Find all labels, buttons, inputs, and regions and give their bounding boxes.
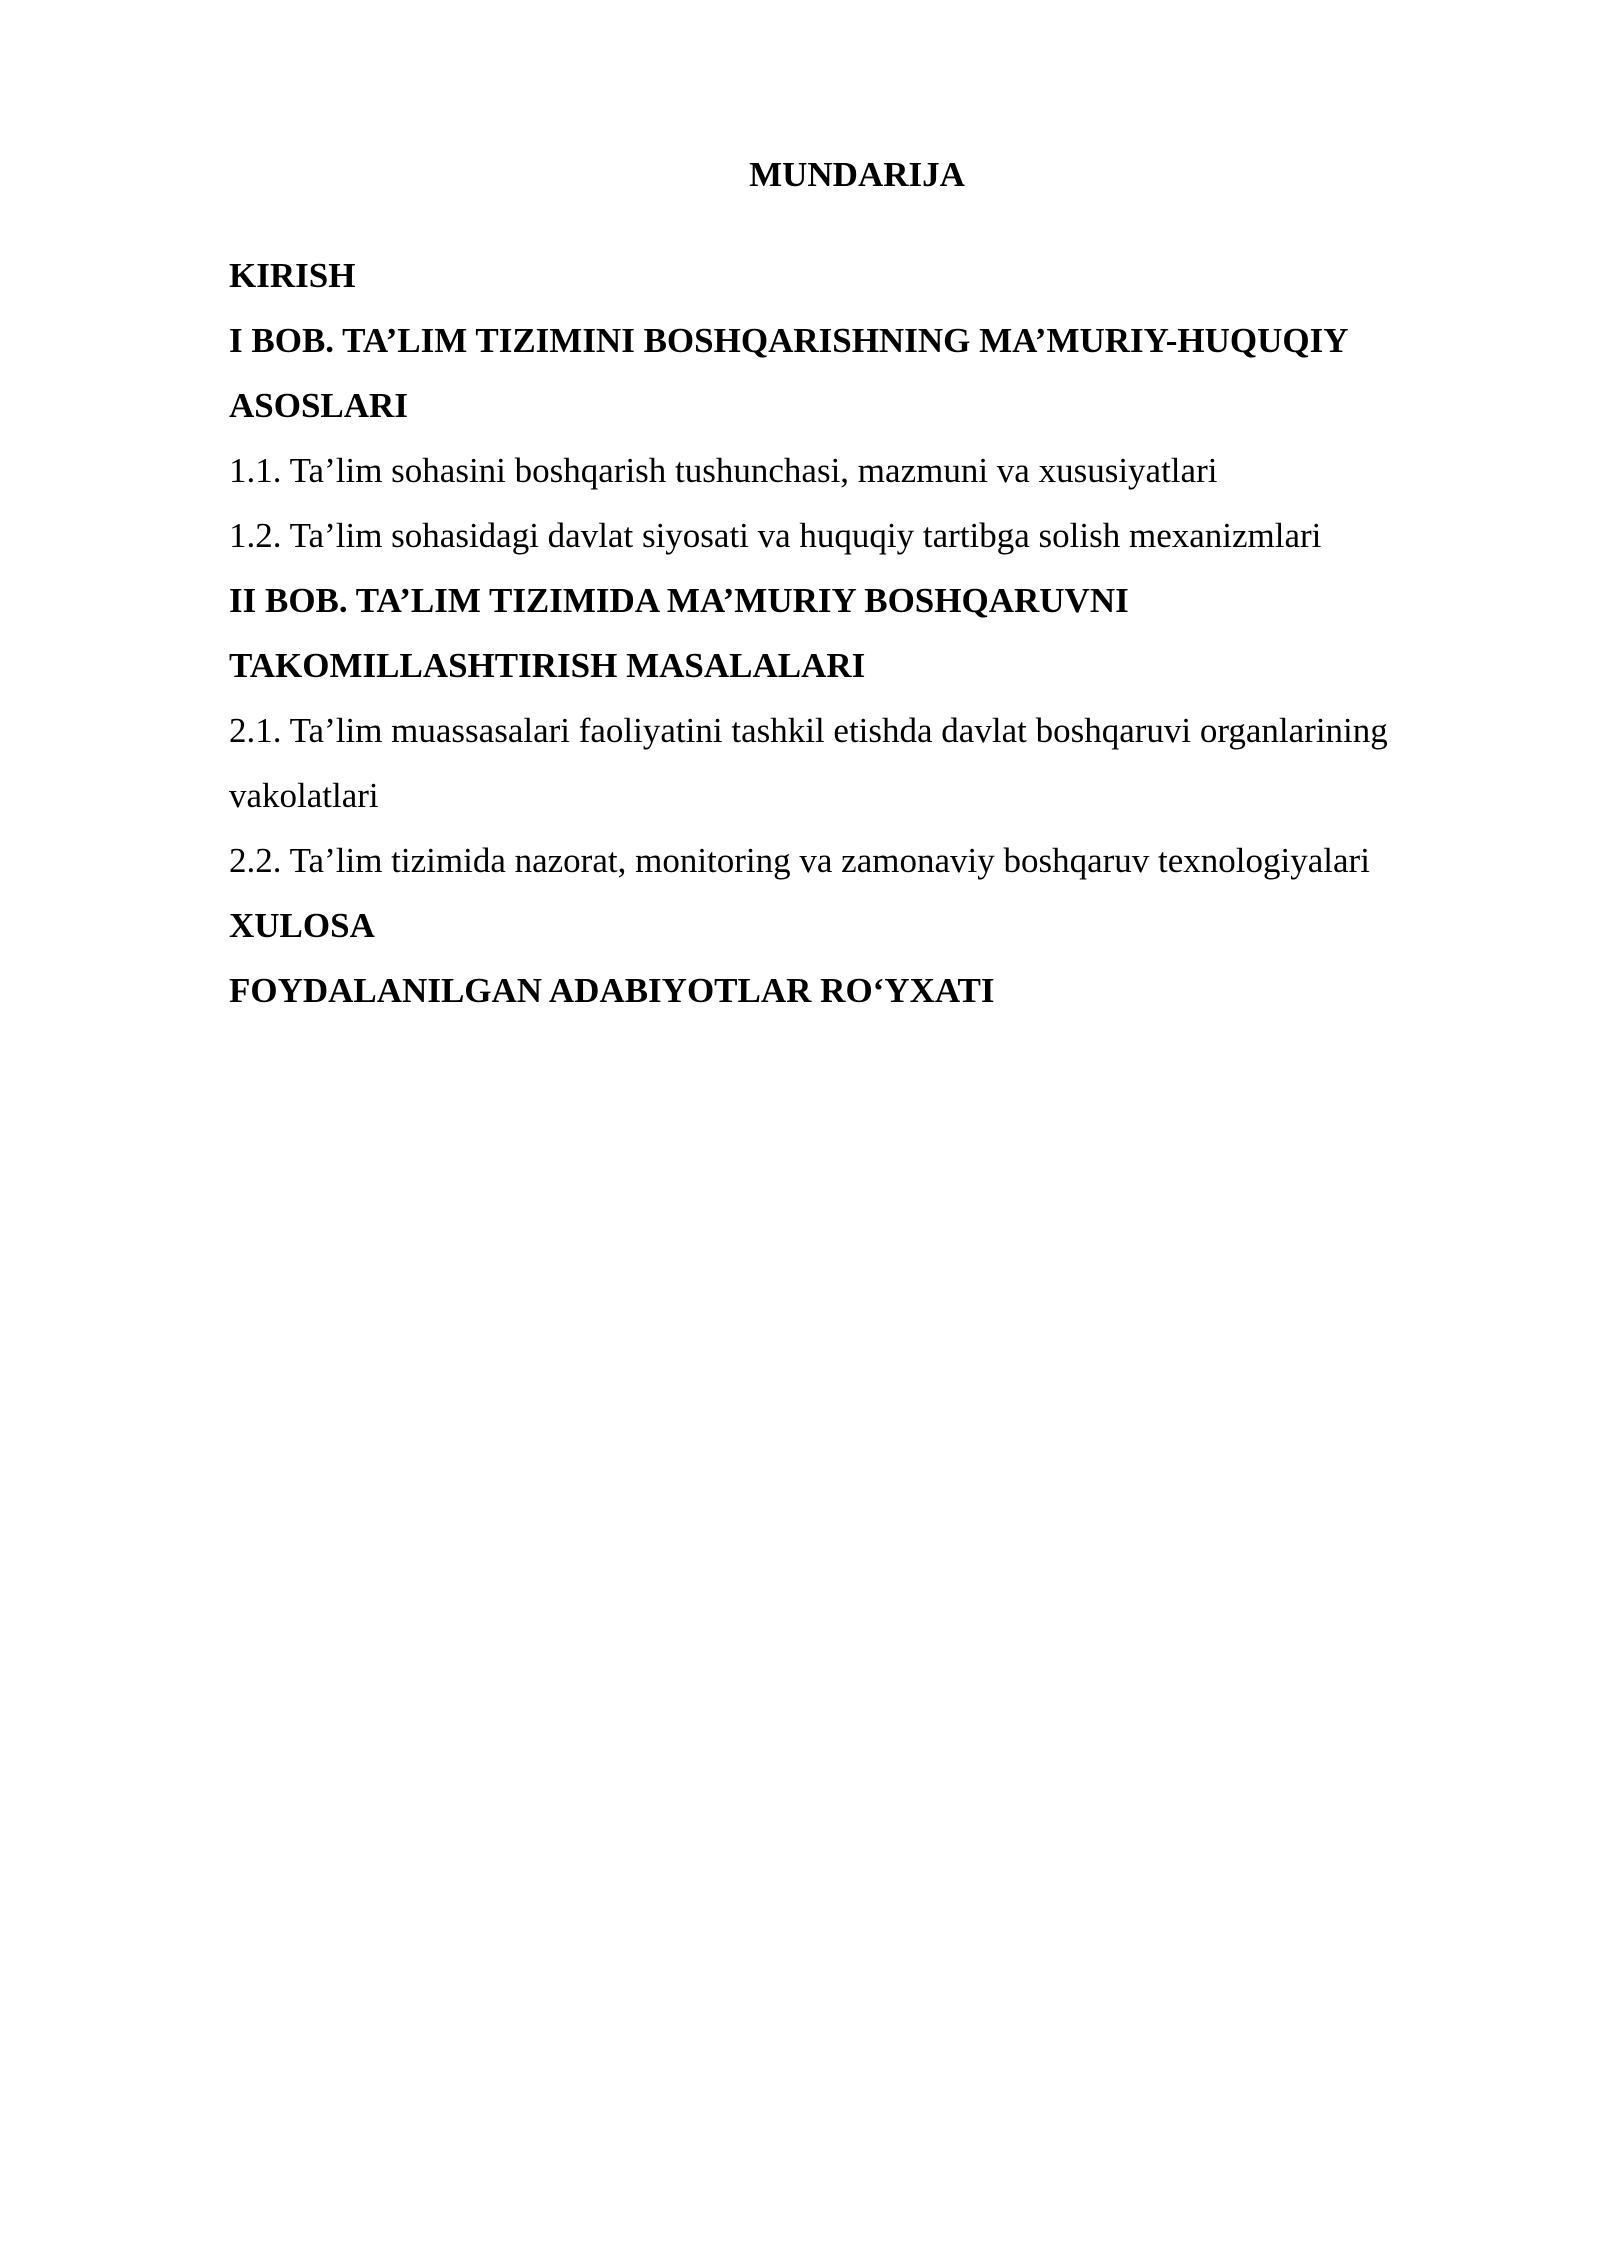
toc-entry-kirish: KIRISH xyxy=(229,256,356,295)
page-title: MUNDARIJA xyxy=(749,155,965,194)
toc-entry-xulosa: XULOSA xyxy=(229,906,375,945)
toc-entry-chapter-1: I BOB. TA’LIM TIZIMINI BOSHQARISHNING MA’MURIY-HUQUQIY ASOSLARI xyxy=(229,321,1348,425)
table-of-contents xyxy=(229,243,1519,1023)
toc-entry-chapter-2: II BOB. TA’LIM TIZIMIDA MA’MURIY BOSHQARUVNI TAKOMILLASHTIRISH MASALALARI xyxy=(229,581,1129,685)
toc-entry-references: FOYDALANILGAN ADABIYOTLAR RO‘YXATI xyxy=(229,971,995,1010)
toc-entry-section-2-2: 2.2. Ta’lim tizimida nazorat, monitoring va zamonaviy boshqaruv texnologiyalari xyxy=(229,841,1370,880)
toc-entry-section-1-2: 1.2. Ta’lim sohasidagi davlat siyosati va huquqiy tartibga solish mexanizmlari xyxy=(229,516,1322,555)
toc-entry-section-2-1: 2.1. Ta’lim muassasalari faoliyatini tashkil etishda davlat boshqaruvi organlarining vakolatlari xyxy=(229,711,1388,815)
toc-entry-section-1-1: 1.1. Ta’lim sohasini boshqarish tushunchasi, mazmuni va xususiyatlari xyxy=(229,451,1218,490)
